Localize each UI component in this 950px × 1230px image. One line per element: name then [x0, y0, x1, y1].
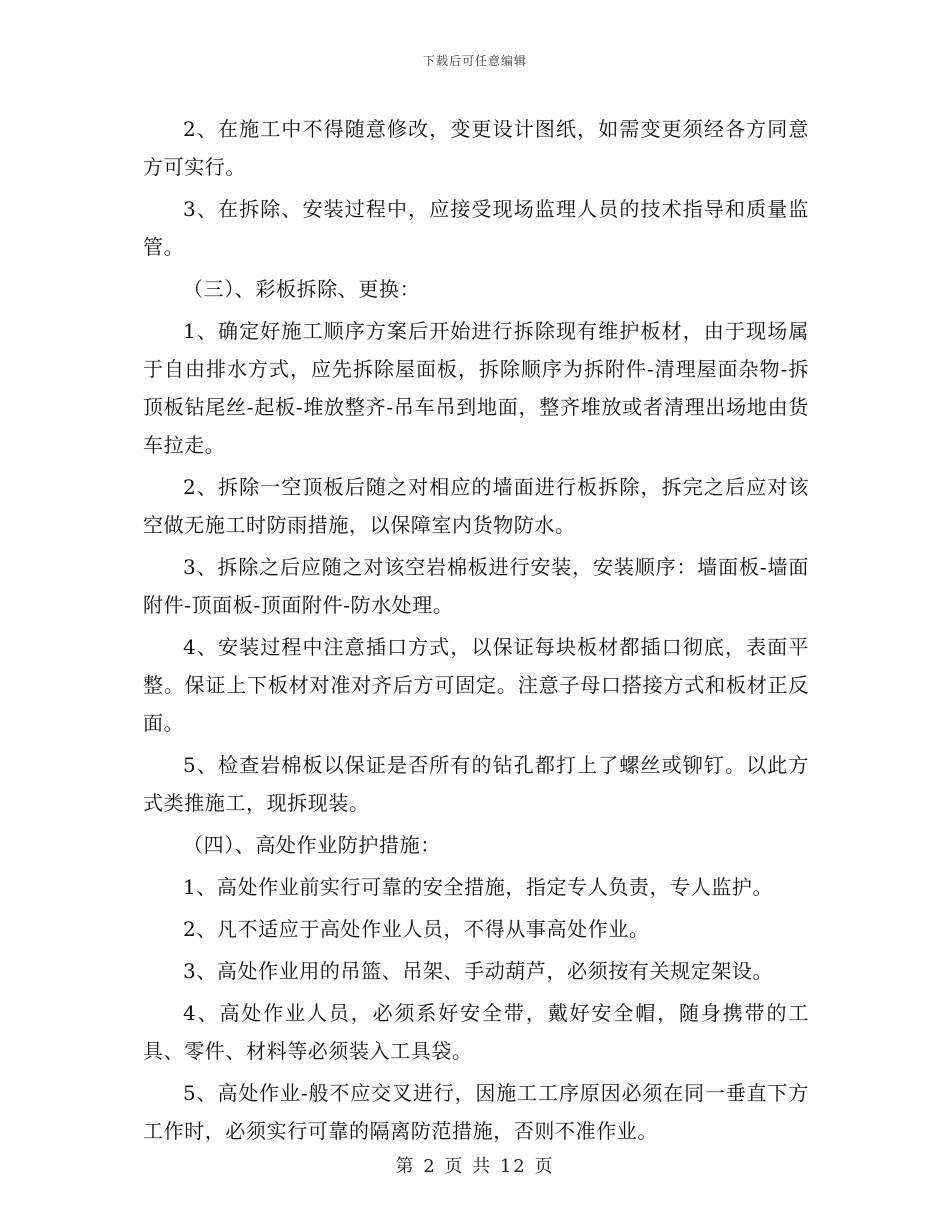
paragraph: 5、检查岩棉板以保证是否所有的钻孔都打上了螺丝或铆钉。以此方式类推施工，现拆现装。 — [143, 753, 809, 815]
paragraph: 1、高处作业前实行可靠的安全措施，指定专人负责，专人监护。 — [183, 875, 774, 899]
paragraph: 2、拆除一空顶板后随之对相应的墙面进行板拆除，拆完之后应对该空做无施工时防雨措施，以保障室内货物防水。 — [143, 475, 809, 537]
paragraph: 4、高处作业人员，必须系好安全带，戴好安全帽，随身携带的工具、零件、材料等必须装入工具袋。 — [143, 1001, 809, 1063]
document-body — [143, 110, 809, 1154]
paragraph: 1、确定好施工顺序方案后开始进行拆除现有维护板材，由于现场属于自由排水方式，应先拆除屋面板，拆除顺序为拆附件-清理屋面杂物-拆顶板钻尾丝-起板-堆放整齐-吊车吊到地面，整齐堆放或者清理出场地由货车拉走。 — [143, 319, 809, 457]
page-number: 第 2 页 共 12 页 — [395, 1156, 555, 1177]
paragraph: 5、高处作业-般不应交叉进行，因施工工序原因必须在同一垂直下方工作时，必须实行可靠的隔离防范措施，否则不准作业。 — [143, 1081, 809, 1143]
page-header-note: 下载后可任意编辑 — [422, 54, 527, 68]
paragraph: 2、在施工中不得随意修改，变更设计图纸，如需变更须经各方同意方可实行。 — [143, 117, 809, 179]
paragraph: 3、在拆除、安装过程中，应接受现场监理人员的技术指导和质量监管。 — [143, 197, 809, 259]
paragraph: 4、安装过程中注意插口方式，以保证每块板材都插口彻底，表面平整。保证上下板材对准对齐后方可固定。注意子母口搭接方式和板材正反面。 — [143, 635, 809, 735]
paragraph: 2、凡不适应于高处作业人员，不得从事高处作业。 — [183, 917, 650, 941]
section-heading: （四）、高处作业防护措施： — [183, 833, 441, 857]
paragraph: 3、高处作业用的吊篮、吊架、手动葫芦，必须按有关规定架设。 — [183, 959, 774, 983]
section-heading: （三）、彩板拆除、更换： — [183, 277, 421, 301]
paragraph: 3、拆除之后应随之对该空岩棉板进行安装，安装顺序：墙面板-墙面附件-顶面板-顶面附件-防水处理。 — [143, 555, 809, 617]
